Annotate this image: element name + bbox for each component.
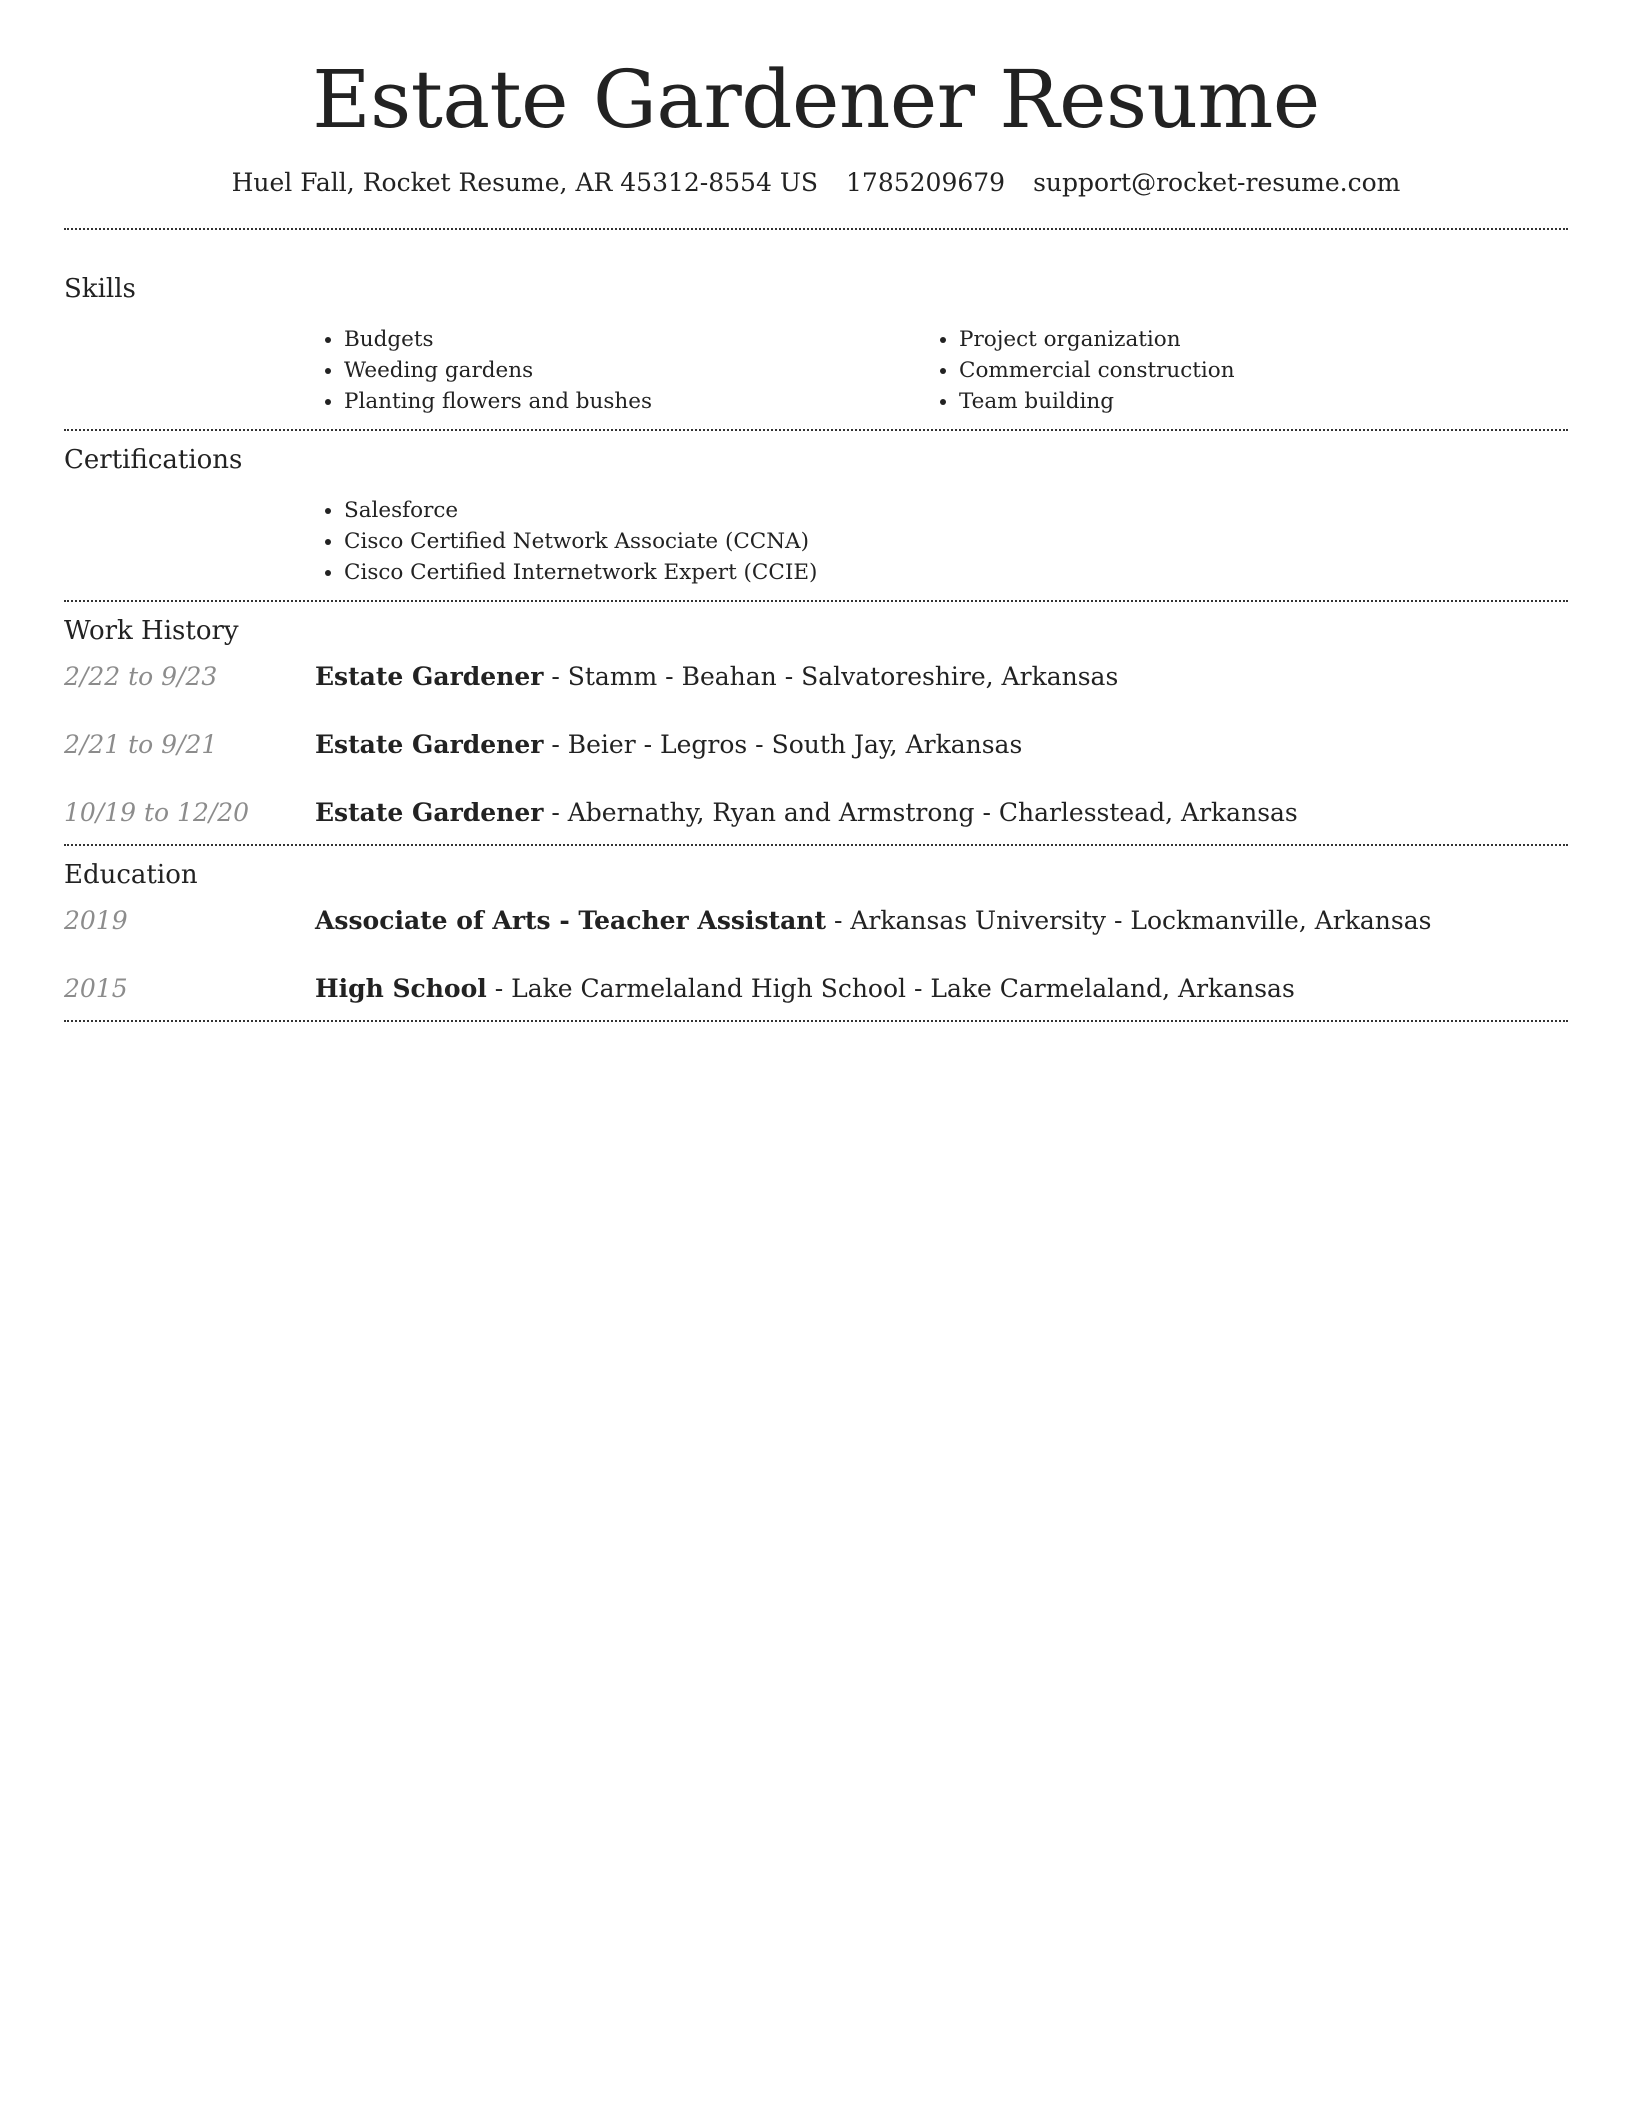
certification-item: • Salesforce xyxy=(344,495,929,526)
certifications-heading: Certifications xyxy=(64,445,243,475)
education-heading: Education xyxy=(64,860,198,890)
work-entry-title: Estate Gardener xyxy=(315,662,544,691)
skills-heading: Skills xyxy=(64,274,136,304)
education-entry-description xyxy=(315,904,1431,938)
skill-item: • Planting flowers and bushes xyxy=(344,386,929,417)
work-history-entries xyxy=(64,648,1568,844)
certifications-column xyxy=(314,495,929,588)
certifications-section xyxy=(64,431,1568,600)
work-entry-date: 10/19 to 12/20 xyxy=(64,798,250,827)
certifications-list xyxy=(314,477,1568,600)
work-entry-detail: - Stamm - Beahan - Salvatoreshire, Arkansas xyxy=(543,662,1119,691)
page-title: Estate Gardener Resume xyxy=(312,53,1320,146)
education-entry-title: Associate of Arts - Teacher Assistant xyxy=(315,906,827,935)
work-entry-description xyxy=(315,796,1298,830)
skill-item: • Project organization xyxy=(959,324,1544,355)
work-entry-detail: - Beier - Legros - South Jay, Arkansas xyxy=(543,730,1023,759)
certification-item: • Cisco Certified Network Associate (CCNA) xyxy=(344,526,929,557)
contact-line xyxy=(64,166,1568,200)
education-entry-detail: - Arkansas University - Lockmanville, Arkansas xyxy=(826,906,1432,935)
work-entry-description xyxy=(315,728,1022,762)
education-entries xyxy=(64,892,1568,1020)
skill-item: • Budgets xyxy=(344,324,929,355)
skill-item: • Weeding gardens xyxy=(344,355,929,386)
skill-item: • Team building xyxy=(959,386,1544,417)
work-entry xyxy=(64,660,1568,728)
work-history-heading: Work History xyxy=(64,616,239,646)
work-entry-description xyxy=(315,660,1118,694)
education-entry xyxy=(64,904,1568,972)
education-entry-title: High School xyxy=(315,974,487,1003)
skills-list xyxy=(314,306,1568,429)
work-entry-date: 2/22 to 9/23 xyxy=(64,662,218,691)
education-section xyxy=(64,846,1568,1020)
education-entry-detail: - Lake Carmelaland High School - Lake Carmelaland, Arkansas xyxy=(486,974,1295,1003)
skills-section xyxy=(64,230,1568,429)
education-entry-date: 2015 xyxy=(64,974,128,1003)
work-entry-title: Estate Gardener xyxy=(315,798,544,827)
work-entry-detail: - Abernathy, Ryan and Armstrong - Charlesstead, Arkansas xyxy=(543,798,1298,827)
work-history-section xyxy=(64,602,1568,844)
education-entry-date: 2019 xyxy=(64,906,128,935)
skill-item: • Commercial construction xyxy=(959,355,1544,386)
certification-item: • Cisco Certified Internetwork Expert (CCIE) xyxy=(344,557,929,588)
work-entry-date: 2/21 to 9/21 xyxy=(64,730,218,759)
divider xyxy=(64,1020,1568,1022)
contact-phone: 1785209679 xyxy=(846,168,1006,197)
skills-column-left xyxy=(314,324,929,417)
contact-email: support@rocket-resume.com xyxy=(1033,168,1401,197)
work-entry xyxy=(64,796,1568,840)
education-entry-description xyxy=(315,972,1295,1006)
education-entry xyxy=(64,972,1568,1016)
work-entry-title: Estate Gardener xyxy=(315,730,544,759)
work-entry xyxy=(64,728,1568,796)
contact-address: Huel Fall, Rocket Resume, AR 45312-8554 US xyxy=(231,168,819,197)
skills-column-right xyxy=(929,324,1544,417)
